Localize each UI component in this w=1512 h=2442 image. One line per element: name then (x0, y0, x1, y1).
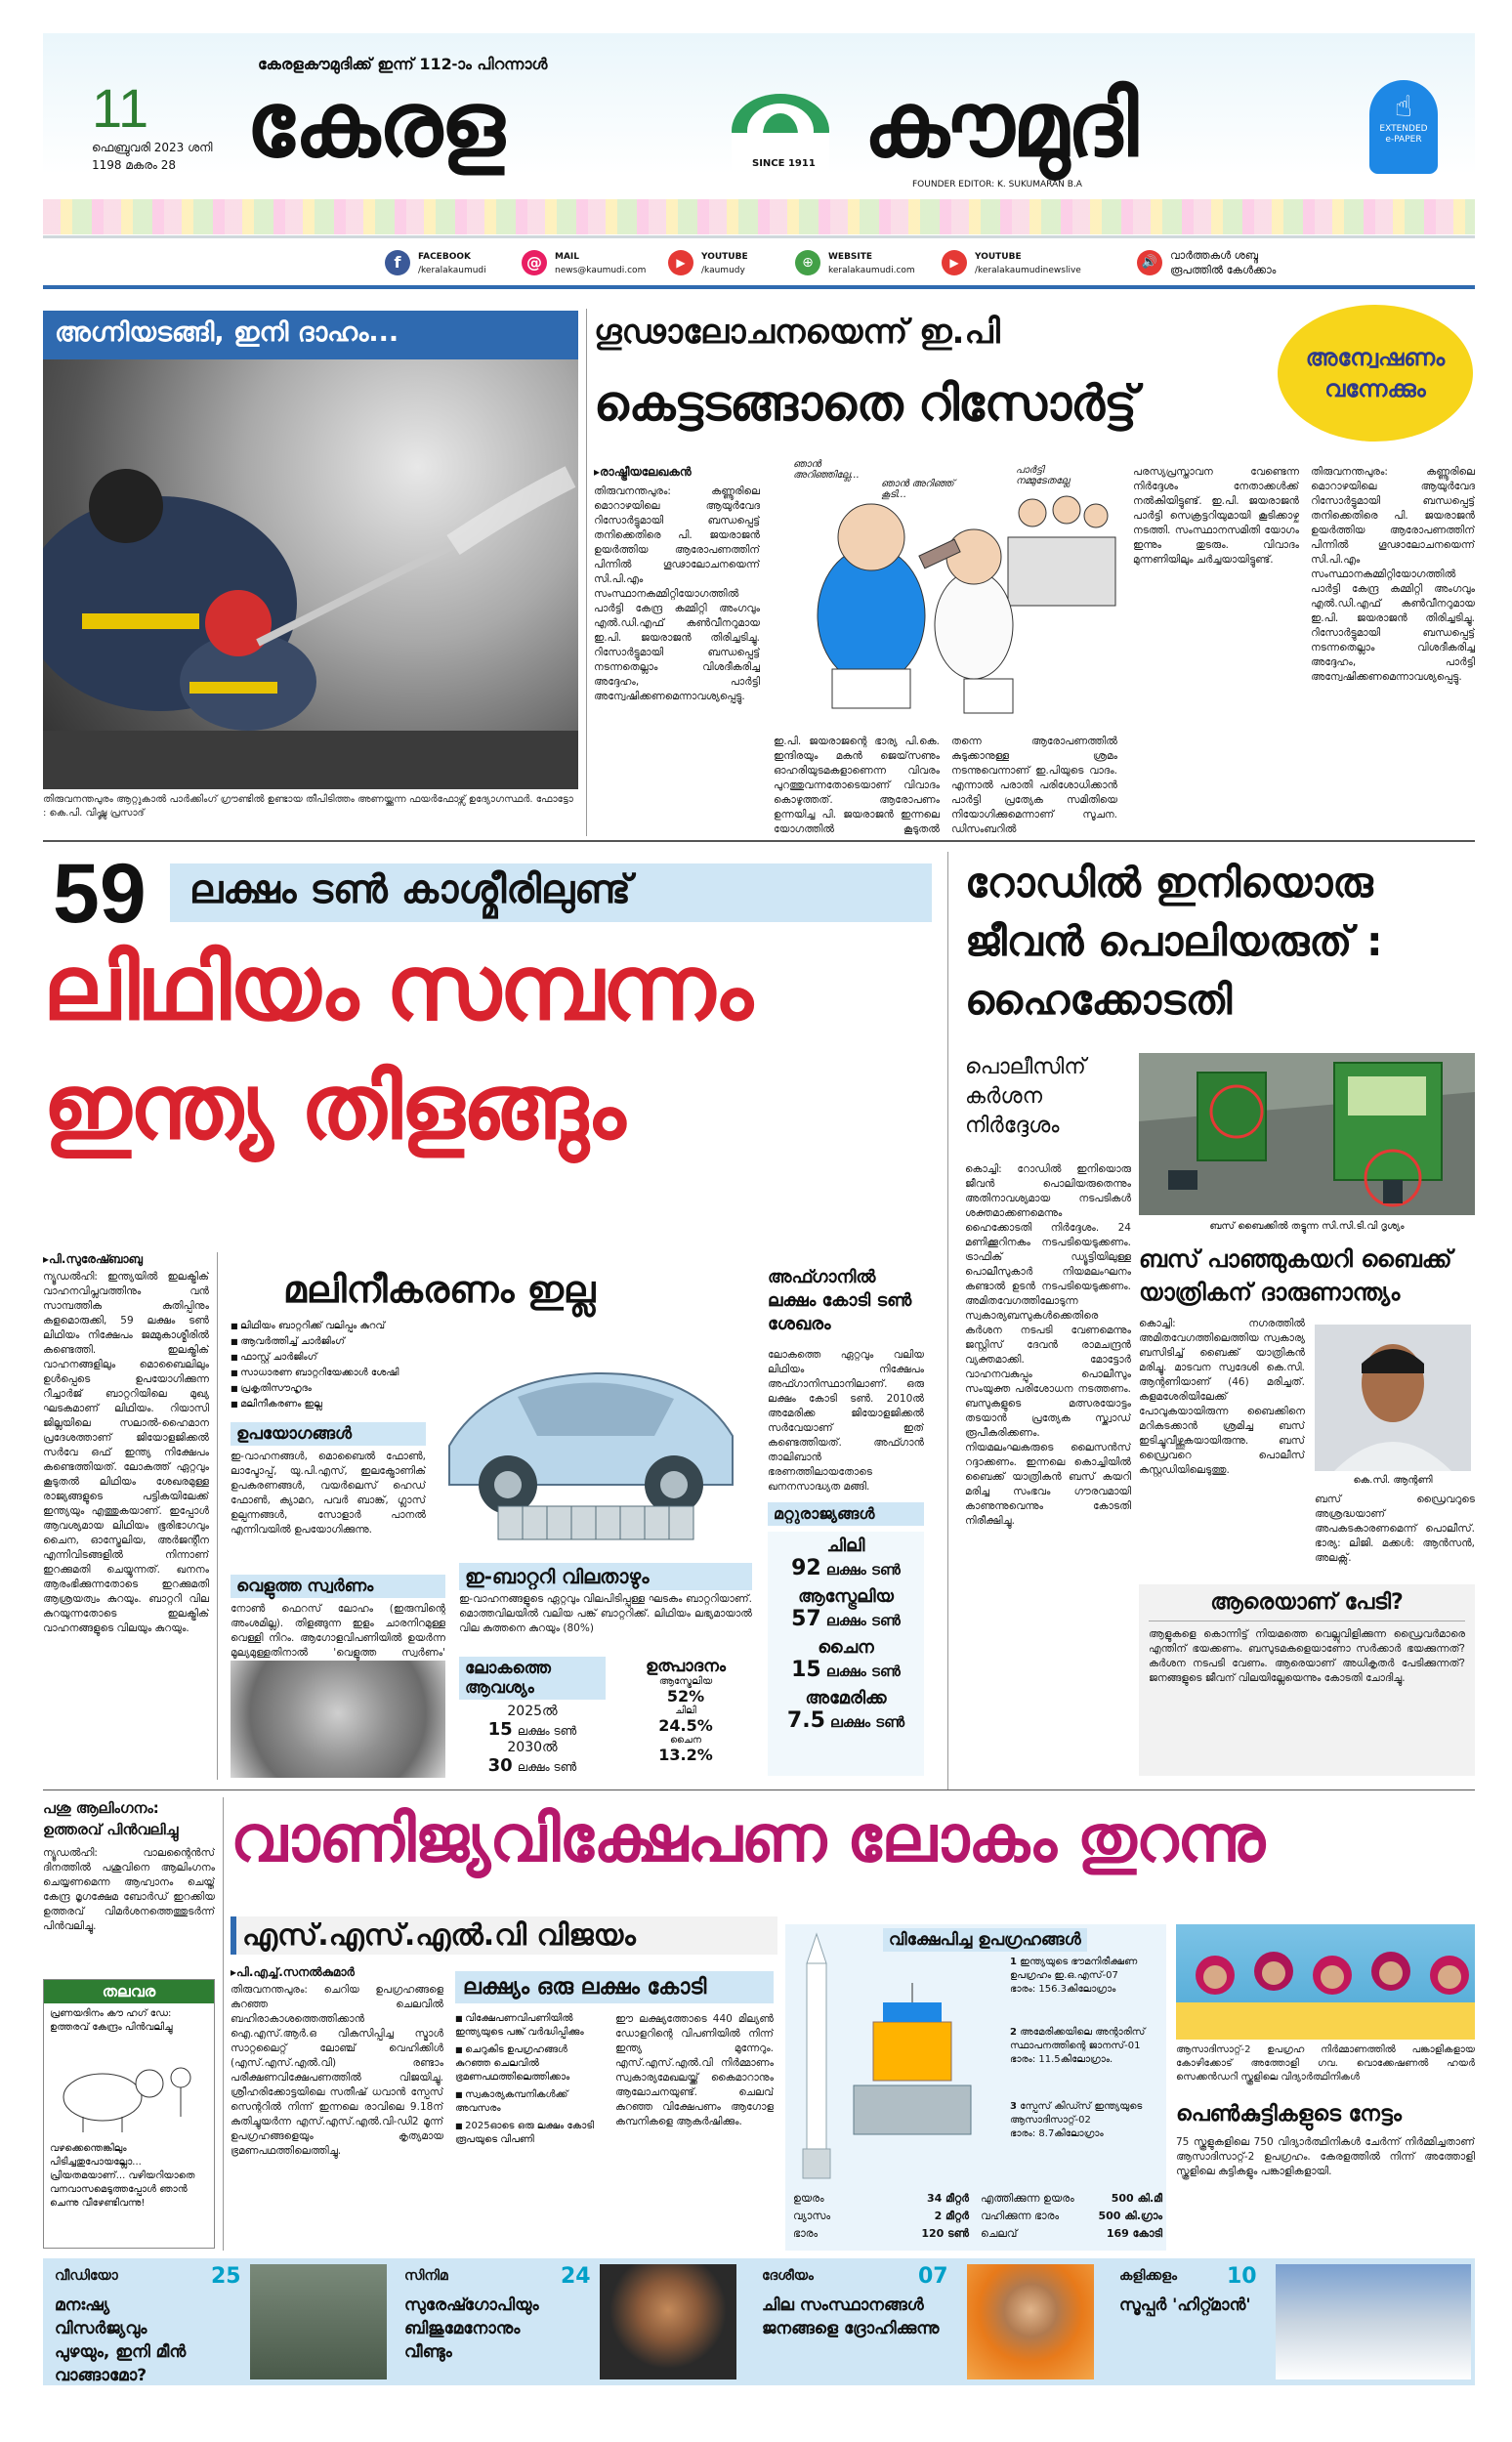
cartoon-bubble-1: ഞാൻ അറിഞ്ഞില്ലേ... (793, 459, 860, 481)
production-country: ചൈന (670, 1735, 701, 1746)
capacity-value: 500 കി.ഗ്രാം (1098, 2210, 1162, 2222)
spec-label: വ്യാസം (793, 2210, 831, 2222)
silver-body: നോൺ ഫെറസ് ലോഹം (ഇരുമ്പിന്റെ അംശമില്ല). തിളങ്ങുന്ന ഇളം ചാരനിറമുള്ള വെള്ളി നിറം. ആഗോളവിപണിയിൽ ഉയർന്ന മൂല്യമുള്ളതിനാൽ 'വെളുത്ത സ്വർണം' (231, 1603, 445, 1659)
era-line: 1198 മകരം 28 (92, 158, 177, 172)
lithium-headline-1: ലിഥിയം സമ്പന്നം (43, 936, 751, 1040)
strip-page: 10 (1227, 2264, 1257, 2289)
strip-thumbnail (250, 2264, 387, 2379)
social-mail[interactable] (522, 246, 668, 281)
hand-pointer-icon: ☝ (1394, 90, 1413, 124)
girls-headline: പെൺകുട്ടികളുടെ നേട്ടം (1176, 2102, 1402, 2126)
spec-label: ഉയരം (793, 2192, 824, 2205)
highcourt-subhead: പൊലീസിന് കർശന നിർദ്ദേശം (965, 1055, 1086, 1138)
production-country: ആസ്ട്രേലിയ (658, 1676, 713, 1687)
reserve-value: 7.5 (786, 1708, 825, 1733)
victim-photo (1315, 1325, 1471, 1471)
sat-mass: ഭാരം: 8.7കിലോഗ്രാം (1010, 2128, 1104, 2139)
sslv-headline: എസ്.എസ്.എൽ.വി വിജയം (231, 1916, 777, 1955)
car-battery-illustration (430, 1338, 752, 1553)
afghan-body: ലോകത്തെ ഏറ്റവും വലിയ ലിഥിയം നിക്ഷേപം അഫ്ഗാനിസ്ഥാനിലാണ്. ഒരു ലക്ഷം കോടി ടൺ. 2010ൽ അമേരിക്ക ജിയോളജിക്കൽ സർവേയാണ് ഇത് കണ്ടെത്തിയത്. അഫ്ഗാൻ താലിബാൻ ഭരണത്തിലായതോടെ ഖനനസാദ്ധ്യത മങ്ങി. (768, 1349, 924, 1493)
demand-value: 15 (487, 1719, 513, 1740)
resort-kicker: ഗൂഢാലോചനയെന്ന് ഇ.പി (594, 313, 1000, 352)
social-name: YOUTUBE (701, 252, 748, 262)
sat-num: 1 (1010, 1957, 1017, 1967)
lithium-rock-photo (231, 1661, 445, 1778)
spec-value: 2 മീറ്റർ (934, 2210, 969, 2222)
production-share: 24.5% (658, 1716, 713, 1735)
target-list (455, 2012, 602, 2151)
strip-title: ചില സംസ്ഥാനങ്ങൾ ജനങ്ങളെ ദ്രോഹിക്കുന്നു (762, 2295, 940, 2338)
target-title: ലക്ഷ്യം ഒരു ലക്ഷം കോടി (455, 1971, 774, 2003)
demand-box (459, 1657, 606, 1778)
sslv-mid-body: ഈ ലക്ഷ്യത്തോടെ 440 മില്യൺ ഡോളറിന്റെ വിപണിയിൽ നിന്ന് ഇന്ത്യ മുന്നേറും. എസ്.എസ്.എൽ.വി നിർമ്മാണം സ്വകാര്യമേഖലയ്ക്ക് കൈമാറാനും ആലോചനയുണ്ട്. ചെലവ് കുറഞ്ഞ വിക്ഷേപണം ആഗോള കമ്പനികളെ ആകർഷിക്കും. (615, 2013, 774, 2127)
strip-category: വീഡിയോ (55, 2268, 118, 2284)
masthead-flowers (43, 199, 1475, 234)
victim-name: കെ.സി. ആന്റണി (1353, 1475, 1433, 1486)
sslv-specs (793, 2190, 969, 2243)
lithium-byline: ▸പി.സുരേഷ്ബാബു (43, 1252, 143, 1266)
uses-title: ഉപയോഗങ്ങൾ (231, 1422, 426, 1446)
pollution-point: ■ പ്രകൃതിസൗഹൃദം (231, 1381, 465, 1397)
resort-col-1: തിരുവനന്തപുരം: കണ്ണൂരിലെ മൊറാഴയിലെ ആയുർവേദ റിസോർട്ടുമായി ബന്ധപ്പെട്ട് തനിക്കെതിരെ പി. ജയരാജൻ ഉയർത്തിയ ആരോപണത്തിന് പിന്നിൽ ഗൂഢാലോചനയെന്ന് സി.പി.എം സംസ്ഥാനകമ്മിറ്റിയോഗത്തിൽ പാർട്ടി കേന്ദ്ര കമ്മിറ്റി അംഗവും എൽ.ഡി.എഫ് കൺവീനറുമായ ഇ.പി. ജയരാജൻ തിരിച്ചടിച്ചു. റിസോർട്ടുമായി ബന്ധപ്പെട്ട് നടന്നതെല്ലാം വിശദീകരിച്ച അദ്ദേഹം, പാർട്ടി അന്വേഷിക്കണമെന്നാവശ്യപ്പെട്ടു. (594, 485, 760, 702)
social-name: FACEBOOK (418, 252, 471, 262)
demand-value: 30 (487, 1755, 513, 1776)
uses-body: ഇ-വാഹനങ്ങൾ, മൊബൈൽ ഫോൺ, ലാപ്ടോപ്പ്, യു.പി.എസ്, ഇലക്ട്രോണിക് ഉപകരണങ്ങൾ, വയർലെസ് ഹെഡ് ഫോൺ, ക്യാമറ, പവർ ബാങ്ക്, ഗ്ലാസ് ഉല്പന്നങ്ങൾ, സോളാർ പാനൽ എന്നിവയിൽ ഉപയോഗിക്കുന്നു. (231, 1451, 426, 1536)
girls-body: 75 സ്കൂളുകളിലെ 750 വിദ്യാർത്ഥിനികൾ ചേർന്ന് നിർമ്മിച്ചതാണ് ആസാദിസാറ്റ്-2 ഉപഗ്രഹം. കേരളത്തിൽ നിന്ന് അത്തോളി സ്കൂളിലെ കുട്ടികളും പങ്കാളികളായി. (1176, 2136, 1475, 2177)
strip-category: ദേശീയം (762, 2268, 814, 2284)
sat-item-2 (1010, 2026, 1162, 2067)
reserve-unit: ലക്ഷം ടൺ (825, 1561, 901, 1579)
resort-col-2: ഇ.പി. ജയരാജന്റെ ഭാര്യ പി.കെ. ഇന്ദിരയും മകൻ ജെയ്‌സണും ഓഹരിയുടമകളാണെന്ന വിവരം പുറത്തുവന്നതോടെയാണ് വിവാദം കൊഴുത്തത്. ആരോപണം ഉന്നയിച്ച പി. ജയരാജൻ ഇന്നലെ യോഗത്തിൽ കൂടുതൽ (774, 736, 940, 835)
mail-icon: @ (522, 250, 547, 275)
battery-title: ഇ-ബാറ്ററി വിലതാഴും (459, 1563, 752, 1590)
satellite-graphic (785, 1924, 1166, 2251)
column-rule (947, 852, 948, 1789)
reserve-value: 15 (791, 1658, 821, 1682)
section-rule (43, 1789, 1475, 1790)
sat-name: സ്പേസ് കിഡ്സ് ഇന്ത്യയുടെ ആസാദിസാറ്റ്-02 (1010, 2101, 1143, 2126)
extended-epaper-button[interactable] (1369, 80, 1438, 174)
social-youtube-live[interactable] (942, 246, 1127, 281)
production-box (617, 1657, 754, 1778)
strip-thumbnail (1276, 2264, 1471, 2379)
reserve-country: ചൈന (818, 1637, 874, 1658)
reserve-value: 57 (791, 1607, 821, 1631)
facebook-icon: f (385, 250, 410, 275)
lithium-big-number: 59 (53, 847, 147, 941)
sat-num: 3 (1010, 2101, 1017, 2112)
highcourt-body: കൊച്ചി: റോഡിൽ ഇനിയൊരു ജീവൻ പൊലിയരുതെന്നും അതിനാവശ്യമായ നടപടികൾ ശക്തമാക്കണമെന്നും ഹൈക്കോടതി നിർദ്ദേശം. 24 മണിക്കൂറിനകം നടപടിയെടുക്കണം. ട്രാഫിക് ഡ്യൂട്ടിയിലുള്ള പൊലീസുകാർ നിയമലംഘനം കണ്ടാൽ ഉടൻ നടപടിയെടുക്കണം. അമിതവേഗത്തിലോടുന്ന സ്വകാര്യബസുകൾക്കെതിരെ കർശന നടപടി വേണമെന്നും ജസ്റ്റിസ് ദേവൻ രാമചന്ദ്രൻ വ്യക്തമാക്കി. മോട്ടോർ വാഹനവകുപ്പും പൊലീസും സംയുക്ത പരിശോധന നടത്തണം. ബസുകളുടെ മത്സരയോട്ടം തടയാൻ പ്രത്യേക സ്ക്വാഡ് രൂപീകരിക്കണം. നിയമലംഘകരുടെ ലൈസൻസ് റദ്ദാക്കണം. ഇന്നലെ കൊച്ചിയിൽ ബൈക്ക് യാത്രികൻ ബസ് കയറി മരിച്ച സംഭവം ഗൗരവമായി കാണുന്നുവെന്നും കോടതി നിരീക്ഷിച്ചു. (965, 1163, 1131, 1527)
bus-headline: ബസ് പാഞ്ഞുകയറി ബൈക്ക് യാത്രികന് ദാരുണാന്ത്യം (1139, 1245, 1452, 1306)
pollution-point: ■ ലിഥിയം ബാറ്ററിക്ക് വലിപ്പം കുറവ് (231, 1319, 465, 1334)
strip-thumbnail (967, 2264, 1094, 2379)
silver-title: വെളുത്ത സ്വർണം (231, 1575, 445, 1598)
sslv-banner: വാണിജ്യവിക്ഷേപണ ലോകം തുറന്നു (231, 1801, 1265, 1876)
date-line: ഫെബ്രുവരി 2023 ശനി (92, 141, 213, 154)
strip-page: 25 (211, 2264, 241, 2289)
audio-news[interactable] (1137, 246, 1332, 281)
globe-icon: ⊕ (795, 250, 820, 275)
capacity-value: 169 കോടി (1106, 2227, 1162, 2240)
pollution-point: ■ സാധാരണ ബാറ്ററിയേക്കാൾ ശേഷി (231, 1366, 465, 1381)
fire-headline-banner (43, 311, 578, 359)
girls-photo (1176, 1924, 1475, 2040)
fire-headline: അഗ്നിയടങ്ങി, ഇനി ദാഹം... (55, 317, 399, 348)
sat-num: 2 (1010, 2027, 1017, 2038)
strip-category: കളിക്കളം (1119, 2268, 1177, 2284)
social-handle: /kaumudy (701, 266, 745, 275)
resort-badge (1278, 305, 1473, 442)
capacity-label: ചെലവ് (981, 2227, 1018, 2240)
section-rule (43, 840, 1475, 842)
lithium-kicker: ലക്ഷം ടൺ കാശ്മീരിലുണ്ട് (189, 867, 631, 912)
reserves-title: മറ്റുരാജ്യങ്ങൾ (768, 1502, 924, 1526)
fear-body: ആളുകളെ കൊന്നിട്ട് നിയമത്തെ വെല്ലുവിളിക്കുന്ന ഡ്രൈവർമാരെ എന്തിന് ഭയക്കണം. ബസുടമകളെയാണോ സർക്കാർ ഭയക്കുന്നത്? കർശന നടപടി വേണം. ആരെയാണ് അധികൃതർ പേടിക്കുന്നത്? ജനങ്ങളുടെ ജീവന് വിലയില്ലേയെന്നും കോടതി ചോദിച്ചു. (1149, 1628, 1465, 1684)
social-bar (43, 242, 1475, 289)
lithium-body: ന്യൂഡൽഹി: ഇന്ത്യയിൽ ഇലക്ട്രിക് വാഹനവിപ്ലവത്തിനും വൻ സാമ്പത്തിക കുതിപ്പിനും കളമൊരുക്കി, 59 ലക്ഷം ടൺ ലിഥിയം നിക്ഷേപം ജമ്മുകാശ്മീരിൽ കണ്ടെത്തി. ഇലക്ട്രിക് വാഹനങ്ങളിലും മൊബൈലിലും ഉൾപ്പെടെ ഉപയോഗിക്കുന്ന റീച്ചാർജ് ബാറ്ററിയിലെ മുഖ്യ ഘടകമാണ് ലിഥിയം. റിയാസി ജില്ലയിലെ സലാൽ-ഹൈമാന പ്രദേശത്താണ് ജിയോളജിക്കൽ സർവേ ഒഫ് ഇന്ത്യ നിക്ഷേപം കണ്ടെത്തിയത്. ലോകത്ത് ഏറ്റവും കൂടുതൽ ലിഥിയം ശേഖരമുള്ള രാജ്യങ്ങളുടെ പട്ടികയിലേക്ക് ഇന്ത്യയും എത്തുകയാണ്. ഇപ്പോൾ ആവശ്യമായ ലിഥിയം ഭൂരിഭാഗവും ചൈന, ഓസ്ട്രേലിയ, അർജന്റീന എന്നിവിടങ്ങളിൽ നിന്നാണ് ഇറക്കുമതി ചെയ്യുന്നത്. ഖനനം ആരംഭിക്കുന്നതോടെ ഇറക്കുമതി ആശ്രയത്വം കുറയും. ബാറ്ററി വില കുറയുന്നതോടെ ഇലക്ട്രിക് വാഹനങ്ങളുടെ വിലയും കുറയും. (43, 1271, 209, 1634)
highcourt-photo (1139, 1053, 1475, 1215)
lithium-headline-2: ഇന്ത്യ തിളങ്ങും (43, 1055, 624, 1159)
spec-value: 34 മീറ്റർ (926, 2192, 969, 2205)
fire-photo (43, 359, 578, 789)
strip-item-national[interactable] (762, 2264, 1104, 2379)
social-name: MAIL (555, 252, 580, 262)
capacity-label: വഹിക്കുന്ന ഭാരം (981, 2210, 1060, 2222)
sat-item-3 (1010, 2100, 1162, 2141)
sslv-byline: ▸പി.എച്ച്.സനൽകുമാർ (231, 1965, 355, 1979)
lithium-kicker-banner (43, 847, 942, 941)
since-label: SINCE 1911 (752, 158, 816, 169)
target-point: ■ 2025ഓടെ ഒരു ലക്ഷം കോടി രൂപയുടെ വിപണി (455, 2120, 602, 2147)
battery-body: ഇ-വാഹനങ്ങളുടെ ഏറ്റവും വിലപിടിപ്പുള്ള ഘടകം ബാറ്ററിയാണ്. മൊത്തവിലയിൽ വലിയ പങ്ക് ബാറ്ററിക്ക്. ലിഥിയം ലഭ്യമായാൽ വില കുത്തനെ കുറയും (80%) (459, 1593, 752, 1634)
social-name: YOUTUBE (975, 252, 1022, 262)
strip-item-cinema[interactable] (404, 2264, 746, 2379)
reserve-country: അമേരിക്ക (805, 1688, 887, 1708)
resort-col-4: പരസ്യപ്രസ്താവന വേണ്ടെന്ന നിർദ്ദേശം നേതാക്കൾക്ക് നൽകിയിട്ടുണ്ട്. ഇ.പി. ജയരാജൻ പാർട്ടി സെക്രട്ടറിയുമായി കൂടിക്കാഴ്ച നടത്തി. സംസ്ഥാനസമിതി യോഗം ഇന്നും തുടരും. വിവാദം മുന്നണിയിലും ചർച്ചയായിട്ടുണ്ട്. (1133, 466, 1299, 566)
strip-category: സിനിമ (404, 2268, 448, 2284)
fear-box (1139, 1584, 1475, 1776)
girls-caption: ആസാദിസാറ്റ്-2 ഉപഗ്രഹ നിർമ്മാണത്തിൽ പങ്കാളികളായ കോഴിക്കോട് അത്തോളി ഗവ. വൊക്കേഷണൽ ഹയർ സെക്കൻഡറി സ്കൂളിലെ വിദ്യാർത്ഥിനികൾ (1176, 2044, 1475, 2083)
resort-headline: കെട്ടടങ്ങാതെ റിസോർട്ട് (594, 375, 1136, 432)
strip-item-sports[interactable] (1119, 2264, 1471, 2379)
demand-year: 2030ൽ (507, 1740, 558, 1755)
reserve-unit: ലക്ഷം ടൺ (825, 1663, 901, 1680)
resort-col-5: തിരുവനന്തപുരം: കണ്ണൂരിലെ മൊറാഴയിലെ ആയുർവേദ റിസോർട്ടുമായി ബന്ധപ്പെട്ട് തനിക്കെതിരെ പി. ജയരാജൻ ഉയർത്തിയ ആരോപണത്തിന് പിന്നിൽ ഗൂഢാലോചനയെന്ന് സി.പി.എം സംസ്ഥാനകമ്മിറ്റിയോഗത്തിൽ പാർട്ടി കേന്ദ്ര കമ്മിറ്റി അംഗവും എൽ.ഡി.എഫ് കൺവീനറുമായ ഇ.പി. ജയരാജൻ തിരിച്ചടിച്ചു. റിസോർട്ടുമായി ബന്ധപ്പെട്ട് നടന്നതെല്ലാം വിശദീകരിച്ച അദ്ദേഹം, പാർട്ടി അന്വേഷിക്കണമെന്നാവശ്യപ്പെട്ടു. (1311, 466, 1475, 683)
social-handle: keralakaumudi.com (828, 266, 915, 275)
reserve-unit: ലക്ഷം ടൺ (829, 1713, 905, 1731)
thalavara-remark: വഴക്കെന്തെങ്കിലും പിടിച്ചതുപോയല്ലോ... പ്രിയതമയാണ്... വഴിയറിയാതെ വനവാസമെടുത്തപ്പോൾ ഞാൻ ചെന്നു വീഴേണ്ടിവന്നു! (50, 2143, 195, 2209)
capacity-label: എത്തിക്കുന്ന ഉയരം (981, 2192, 1074, 2205)
sslv-body: തിരുവനന്തപുരം: ചെറിയ ഉപഗ്രഹങ്ങളെ കുറഞ്ഞ ചെലവിൽ ബഹിരാകാശത്തെത്തിക്കാൻ ഐ.എസ്.ആർ.ഒ വികസിപ്പിച്ച സ്മാൾ സാറ്റലൈറ്റ് ലോഞ്ച് വെഹിക്കിൾ (എസ്.എസ്.എൽ.വി) രണ്ടാം പരീക്ഷണവിക്ഷേപണത്തിൽ വിജയിച്ചു. ശ്രീഹരിക്കോട്ടയിലെ സതീഷ് ധവാൻ സ്പേസ് സെന്ററിൽ നിന്ന് ഇന്നലെ രാവിലെ 9.18ന് കുതിച്ചുയർന്ന എസ്.എസ്.എൽ.വി-ഡി2 മൂന്ന് ഉപഗ്രഹങ്ങളെയും കൃത്യമായ ഭ്രമണപഥത്തിലെത്തിച്ചു. (231, 1984, 443, 2157)
sat-mass: ഭാരം: 156.3കിലോഗ്രാം (1010, 1984, 1116, 1995)
thalavara-box (43, 1979, 215, 2249)
strip-page: 07 (918, 2264, 948, 2289)
social-youtube[interactable] (668, 246, 795, 281)
strip-page: 24 (561, 2264, 591, 2289)
strip-title: സുരേഷ്ഗോപിയും ബിജുമേനോനും വീണ്ടും (404, 2295, 539, 2362)
column-rule (586, 309, 587, 836)
strip-title: മനഃഷ്യ വിസർജ്യവും പുഴയും, ഇനി മീൻ വാങ്ങാമോ? (55, 2295, 187, 2385)
date-day: 11 (92, 77, 149, 139)
masthead-name-left: കേരള (246, 72, 503, 177)
strip-title: സൂപ്പർ 'ഹിറ്റ്മാൻ' (1119, 2295, 1251, 2315)
production-share: 52% (666, 1687, 705, 1705)
sat-name: അമേരിക്കയിലെ അന്റാരിസ് സ്ഥാപനത്തിന്റെ ജാനസ്-01 (1010, 2027, 1146, 2051)
reserve-unit: ലക്ഷം ടൺ (825, 1612, 901, 1629)
cow-headline: പശു ആലിംഗനം: ഉത്തരവ് പിൻവലിച്ചു (43, 1799, 179, 1838)
reserve-value: 92 (791, 1556, 821, 1580)
fear-title: ആരെയാണ് പേടി? (1149, 1584, 1465, 1621)
social-website[interactable] (795, 246, 951, 281)
demand-year: 2025ൽ (507, 1704, 558, 1719)
extended-label: EXTENDED e-PAPER (1379, 124, 1428, 145)
pollution-point: ■ മലിനീകരണം ഇല്ല (231, 1397, 465, 1412)
production-country: ചിലി (675, 1705, 696, 1716)
resort-byline: ▸രാഷ്ട്രീയലേഖകൻ (594, 465, 692, 479)
pollution-point: ■ ആവർത്തിച്ച് ചാർജിംഗ് (231, 1334, 465, 1350)
resort-cartoon (774, 459, 1117, 728)
highcourt-photo-caption: ബസ് ബൈക്കിൽ തട്ടുന്ന സി.സി.ടി.വി ദൃശ്യം (1209, 1221, 1405, 1232)
column-rule (223, 1797, 224, 2251)
speaker-icon: 🔊 (1137, 250, 1162, 275)
capacity-value: 500 കി.മീ (1111, 2192, 1162, 2205)
social-handle: news@kaumudi.com (555, 266, 647, 275)
target-point: ■ വിക്ഷേപണവിപണിയിൽ ഇന്ത്യയുടെ പങ്ക് വർദ്ധിപ്പിക്കും (455, 2012, 602, 2040)
strip-thumbnail (600, 2264, 736, 2379)
production-share: 13.2% (658, 1746, 713, 1764)
resort-badge-text: അന്വേഷണം വന്നേക്കും (1305, 344, 1446, 402)
target-point: ■ സ്വകാര്യകമ്പനികൾക്ക് അവസരം (455, 2088, 602, 2116)
pollution-title: മലിനീകരണം ഇല്ല (283, 1268, 596, 1311)
reserves-box (768, 1532, 924, 1776)
sat-title: വിക്ഷേപിച്ച ഉപഗ്രഹങ്ങൾ (883, 1928, 1087, 1952)
thalavara-cartoon (44, 2039, 214, 2136)
cartoon-bubble-2: ഞാൻ അറിഞ്ഞ് കൂടി... (881, 479, 954, 500)
reserve-country: ചിലി (826, 1536, 865, 1556)
sat-name: ഇന്ത്യയുടെ ഭൗമനിരീക്ഷണ ഉപഗ്രഹം ഇ.ഒ.എസ്-07 (1010, 1957, 1138, 1981)
demand-unit: ലക്ഷം ടൺ (517, 1760, 577, 1774)
audio-news-label: വാർത്തകൾ ശബ്ദ രൂപത്തിൽ കേൾക്കാം (1170, 249, 1277, 276)
sslv-capacity (981, 2190, 1162, 2243)
highcourt-headline: റോഡിൽ ഇനിയൊരു ജീവൻ പൊലിയരുത് : ഹൈക്കോടതി (965, 859, 1383, 1024)
sat-mass: ഭാരം: 11.5കിലോഗ്രാം. (1010, 2054, 1113, 2065)
youtube-icon: ▶ (942, 250, 967, 275)
social-handle: /keralakaumudinewslive (975, 266, 1081, 275)
reserve-country: ആസ്ട്രേലിയ (798, 1586, 894, 1607)
masthead-logo (727, 72, 834, 170)
column-rule (217, 1252, 218, 1780)
spec-label: ഭാരം (793, 2227, 819, 2240)
spec-value: 120 ടൺ (921, 2227, 969, 2240)
social-facebook[interactable] (385, 246, 531, 281)
afghan-title: അഫ്ഗാനിൽ ലക്ഷം കോടി ടൺ ശേഖരം (768, 1267, 912, 1334)
masthead (43, 33, 1475, 238)
social-handle: /keralakaumudi (418, 266, 486, 275)
thalavara-title: തലവര (44, 1980, 214, 2003)
thalavara-quote: പ്രണയദിനം കൗ ഹഗ് ഡേ: ഉത്തരവ് കേന്ദ്രം പിൻവലിച്ചു (50, 2008, 173, 2033)
founder-line: FOUNDER EDITOR: K. SUKUMARAN B.A (912, 180, 1082, 189)
bus-body: കൊച്ചി: നഗരത്തിൽ അമിതവേഗത്തിലെത്തിയ സ്വകാര്യ ബസിടിച്ച് ബൈക്ക് യാത്രികൻ മരിച്ചു. മാടവന സ്വദേശി കെ.സി. ആന്റണിയാണ് (46) മരിച്ചത്. കളമശേരിയിലേക്ക് പോവുകയായിരുന്ന ബൈക്കിനെ മറികടക്കാൻ ശ്രമിച്ച ബസ് ഇടിച്ചുവീഴ്ത്തുകയായിരുന്നു. ബസ് ഡ്രൈവറെ പൊലീസ് കസ്റ്റഡിയിലെടുത്തു. (1139, 1318, 1305, 1476)
anniversary-line: കേരളകൗമുദിക്ക് ഇന്ന് 112-ാം പിറന്നാൾ (258, 55, 548, 73)
pollution-point: ■ ഫാസ്റ്റ് ചാർജിംഗ് (231, 1350, 465, 1366)
cow-body: ന്യൂഡൽഹി: വാലന്റൈൻസ് ദിനത്തിൽ പശുവിനെ ആലിംഗനം ചെയ്യണമെന്ന ആഹ്വാനം ചെയ്ത് കേന്ദ്ര മൃഗക്ഷേമ ബോർഡ് ഇറക്കിയ ഉത്തരവ് വിമർശനത്തെത്തുടർന്ന് പിൻവലിച്ചു. (43, 1847, 215, 1932)
demand-unit: ലക്ഷം ടൺ (517, 1724, 577, 1738)
production-title: ഉത്പാദനം (645, 1657, 727, 1676)
youtube-icon: ▶ (668, 250, 693, 275)
victim-body: ബസ് ഡ്രൈവറുടെ അശ്രദ്ധയാണ് അപകടകാരണമെന്ന് പൊലീസ്. ഭാര്യ: ലിജി. മക്കൾ: ആൻസൻ, അലക്സ്. (1315, 1494, 1475, 1564)
cartoon-bubble-3: പാർട്ടി നമ്മുടേതല്ലേ (1016, 465, 1070, 486)
fire-caption: തിരുവനന്തപുരം ആറ്റുകാൽ പാർക്കിംഗ് ഗ്രൗണ്ടിൽ ഉണ്ടായ തീപിടിത്തം അണയ്ക്കുന്ന ഫയർഫോഴ്സ് ഉദ്യോഗസ്ഥർ. ഫോട്ടോ : കെ.പി. വിഷ്ണു പ്രസാദ് (43, 794, 573, 819)
resort-col-3: തന്നെ ആരോപണത്തിൽ കുടുക്കാനുള്ള ശ്രമം നടന്നുവെന്നാണ് ഇ.പിയുടെ വാദം. എന്നാൽ പരാതി പരിശോധിക്കാൻ പാർട്ടി പ്രത്യേക സമിതിയെ നിയോഗിക്കുമെന്നാണ് സൂചന. ഡിസംബറിൽ (951, 736, 1117, 835)
social-name: WEBSITE (828, 252, 873, 262)
demand-title: ലോകത്തെ ആവശ്യം (459, 1657, 606, 1700)
target-point: ■ ചെറുകിട ഉപഗ്രഹങ്ങൾ കുറഞ്ഞ ചെലവിൽ ഭ്രമണപഥത്തിലെത്തിക്കാം (455, 2043, 602, 2084)
sat-item-1 (1010, 1956, 1162, 1997)
masthead-name-right: കൗമുദി (863, 72, 1137, 177)
strip-item-video[interactable] (55, 2264, 397, 2385)
